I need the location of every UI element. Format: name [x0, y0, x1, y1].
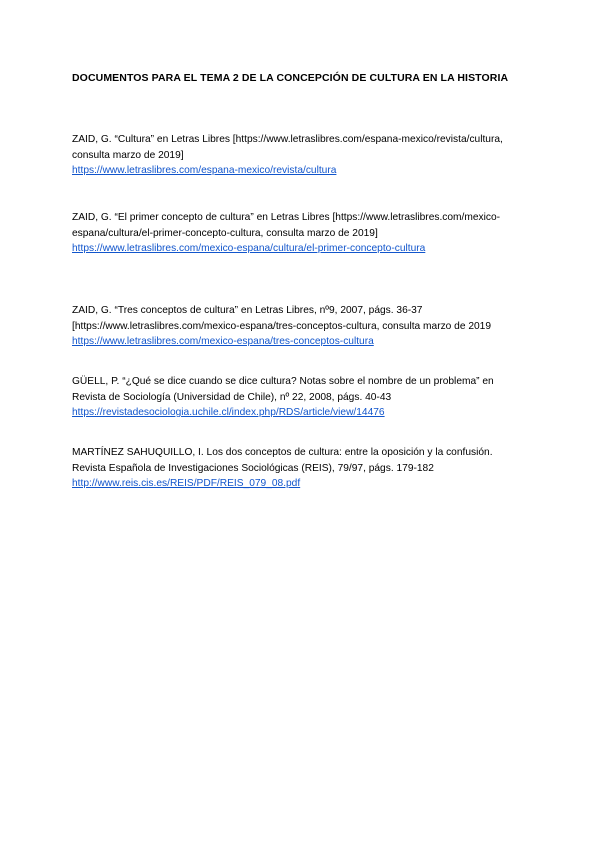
reference-item	[72, 374, 524, 421]
reference-text: ZAID, G. “Tres conceptos de cultura” en Letras Libres, nº9, 2007, págs. 36-37 [https://www.letraslibres.com/mexico-espana/tres-conceptos-cultura, consulta marzo de 2019	[72, 305, 492, 332]
reference-link[interactable]: https://www.letraslibres.com/mexico-espana/cultura/el-primer-concepto-cultura	[72, 243, 426, 254]
reference-text: ZAID, G. “El primer concepto de cultura” en Letras Libres [https://www.letraslibres.com/mexico-espana/cultura/el-primer-concepto-cultura, consulta marzo de 2019]	[72, 212, 501, 239]
reference-link[interactable]: https://www.letraslibres.com/espana-mexico/revista/cultura	[72, 165, 337, 176]
reference-item	[72, 445, 524, 492]
document-title: DOCUMENTOS PARA EL TEMA 2 DE LA CONCEPCIÓN DE CULTURA EN LA HISTORIA	[72, 72, 509, 84]
reference-text: GÜELL, P. “¿Qué se dice cuando se dice cultura? Notas sobre el nombre de un problema” en Revista de Sociología (Universidad de Chile), nº 22, 2008, págs. 40-43	[72, 376, 494, 403]
reference-link[interactable]: https://revistadesociologia.uchile.cl/index.php/RDS/article/view/14476	[72, 407, 385, 418]
reference-link[interactable]: https://www.letraslibres.com/mexico-espana/tres-conceptos-cultura	[72, 336, 374, 347]
reference-text: MARTÍNEZ SAHUQUILLO, I. Los dos conceptos de cultura: entre la oposición y la confusión. Revista Española de Investigaciones Sociológicas (REIS), 79/97, págs. 179-182	[72, 447, 493, 474]
reference-item	[72, 132, 524, 179]
reference-text: ZAID, G. “Cultura” en Letras Libres [https://www.letraslibres.com/espana-mexico/revista/cultura, consulta marzo de 2019]	[72, 134, 503, 161]
document-page	[72, 70, 524, 87]
reference-item	[72, 210, 524, 257]
reference-link[interactable]: http://www.reis.cis.es/REIS/PDF/REIS_079_08.pdf	[72, 478, 301, 489]
reference-item	[72, 303, 524, 350]
